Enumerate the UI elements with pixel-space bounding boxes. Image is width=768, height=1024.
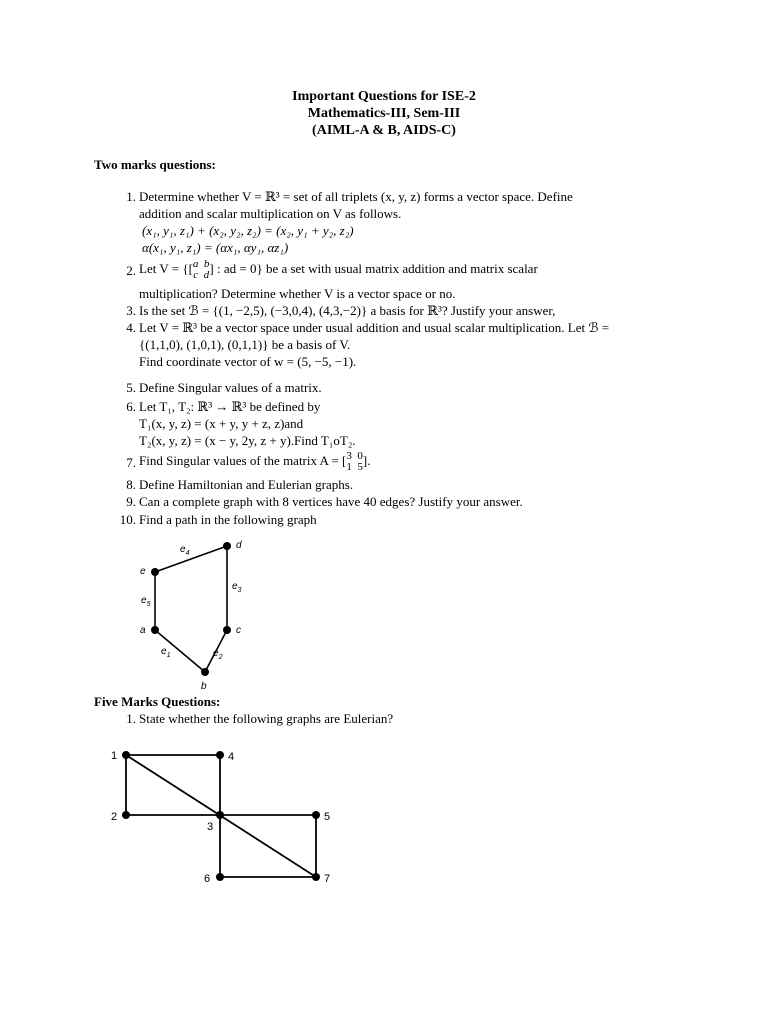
- q2-pre: Let V = {[: [139, 261, 193, 276]
- q2-matrix: [193, 259, 210, 281]
- q2-line2: multiplication? Determine whether V is a vector space or no.: [139, 286, 456, 301]
- q1-line3: (x₁, y₁, z₁) + (x₂, y₂, z₂) = (x₂, y₁ + y₂, z₂): [142, 223, 354, 238]
- q2-matrix-row2: [193, 269, 209, 281]
- vertex-5: [312, 811, 320, 819]
- edge-e4: [155, 546, 227, 572]
- q5-number: 5.: [126, 380, 136, 395]
- q4-number: 4.: [126, 320, 136, 335]
- q2-m-d: d: [203, 269, 210, 282]
- q8-text: Define Hamiltonian and Eulerian graphs.: [139, 477, 354, 492]
- q1-number: 1.: [126, 189, 136, 204]
- q7-m22: 5: [357, 461, 363, 474]
- q7-post: ].: [362, 453, 371, 468]
- label-7: 7: [324, 873, 331, 885]
- two-marks-heading: Two marks questions:: [94, 157, 216, 172]
- label-c: c: [236, 625, 241, 636]
- q9-text: Can a complete graph with 8 vertices have 40 edges? Justify your answer.: [139, 494, 523, 509]
- q2-number: 2.: [126, 263, 136, 278]
- q7-m12: 0: [357, 450, 363, 463]
- q10-text: Find a path in the following graph: [139, 512, 317, 527]
- q7-matrix: [346, 451, 363, 473]
- q4-line2: {(1,1,0), (1,0,1), (0,1,1)} be a basis of V.: [139, 337, 351, 352]
- q2-post: ] : ad = 0} be a set with usual matrix addition and matrix scalar: [209, 261, 538, 276]
- label-3: 3: [207, 821, 214, 833]
- label-2: 2: [111, 811, 118, 823]
- q1-line2: addition and scalar multiplication on V as follows.: [139, 206, 402, 221]
- q2-m-c: c: [193, 269, 199, 282]
- q10-number: 10.: [119, 512, 136, 527]
- label-a: a: [140, 625, 146, 636]
- graph-path-diagram: [125, 532, 265, 692]
- q7-line1: [139, 448, 370, 474]
- q7-pre: Find Singular values of the matrix A = [: [139, 453, 347, 468]
- label-e2: $e_2$: [213, 648, 223, 661]
- label-e5: $e_5$: [141, 595, 151, 608]
- label-5: 5: [324, 811, 331, 823]
- q8-number: 8.: [126, 477, 136, 492]
- label-1: 1: [111, 750, 118, 762]
- label-e3: $e_3$: [232, 581, 242, 594]
- q1-line4: α(x₁, y₁, z₁) = (αx₁, αy₁, αz₁): [142, 240, 289, 255]
- label-6: 6: [204, 873, 211, 885]
- vertex-1: [122, 751, 130, 759]
- q2-m-a: a: [192, 258, 199, 271]
- doc-batch: (AIML-A & B, AIDS-C): [312, 123, 456, 138]
- q7-matrix-row2: [346, 461, 363, 473]
- five-q1-text: State whether the following graphs are Eulerian?: [139, 711, 394, 726]
- label-e1: $e_1$: [161, 646, 171, 659]
- q9-number: 9.: [126, 494, 136, 509]
- q6-line3: T₂(x, y, z) = (x − y, 2y, z + y).Find T₁oT₂.: [139, 433, 356, 448]
- q3-number: 3.: [126, 303, 136, 318]
- q2-m-b: b: [203, 258, 210, 271]
- vertex-d: [223, 542, 231, 550]
- q2-line1: [139, 256, 538, 282]
- q5-text: Define Singular values of a matrix.: [139, 380, 322, 395]
- q7-m21: 1: [346, 461, 352, 474]
- q3-text: Is the set ℬ = {(1, −2,5), (−3,0,4), (4,3,−2)} a basis for ℝ³? Justify your answer,: [139, 303, 556, 318]
- vertex-4: [216, 751, 224, 759]
- vertex-6: [216, 873, 224, 881]
- q7-m11: 3: [346, 450, 352, 463]
- q6-line2: T₁(x, y, z) = (x + y, y + z, z)and: [139, 416, 304, 431]
- q6-line1: Let T₁, T₂: ℝ³ → ℝ³ be defined by: [139, 399, 321, 414]
- vertex-3: [216, 811, 224, 819]
- label-4: 4: [228, 751, 235, 763]
- graph-eulerian-diagram: [100, 745, 340, 895]
- label-e: e: [140, 566, 146, 577]
- vertex-c: [223, 626, 231, 634]
- label-b: b: [201, 681, 207, 692]
- vertex-7: [312, 873, 320, 881]
- doc-title: Important Questions for ISE-2: [292, 89, 476, 104]
- five-q1-number: 1.: [126, 711, 136, 726]
- label-e4: $e_4$: [180, 544, 190, 557]
- doc-subtitle: Mathematics-III, Sem-III: [307, 106, 461, 121]
- five-marks-heading: Five Marks Questions:: [94, 694, 221, 709]
- label-d: d: [236, 540, 242, 551]
- q1-line1: Determine whether V = ℝ³ = set of all triplets (x, y, z) forms a vector space. Define: [139, 189, 573, 204]
- q4-line1: Let V = ℝ³ be a vector space under usual addition and usual scalar multiplication. Let ℬ =: [139, 320, 610, 335]
- vertex-a: [151, 626, 159, 634]
- q4-line3: Find coordinate vector of w = (5, −5, −1).: [139, 354, 357, 369]
- vertex-2: [122, 811, 130, 819]
- q6-number: 6.: [126, 399, 136, 414]
- vertex-e: [151, 568, 159, 576]
- vertex-b: [201, 668, 209, 676]
- q7-number: 7.: [126, 455, 136, 470]
